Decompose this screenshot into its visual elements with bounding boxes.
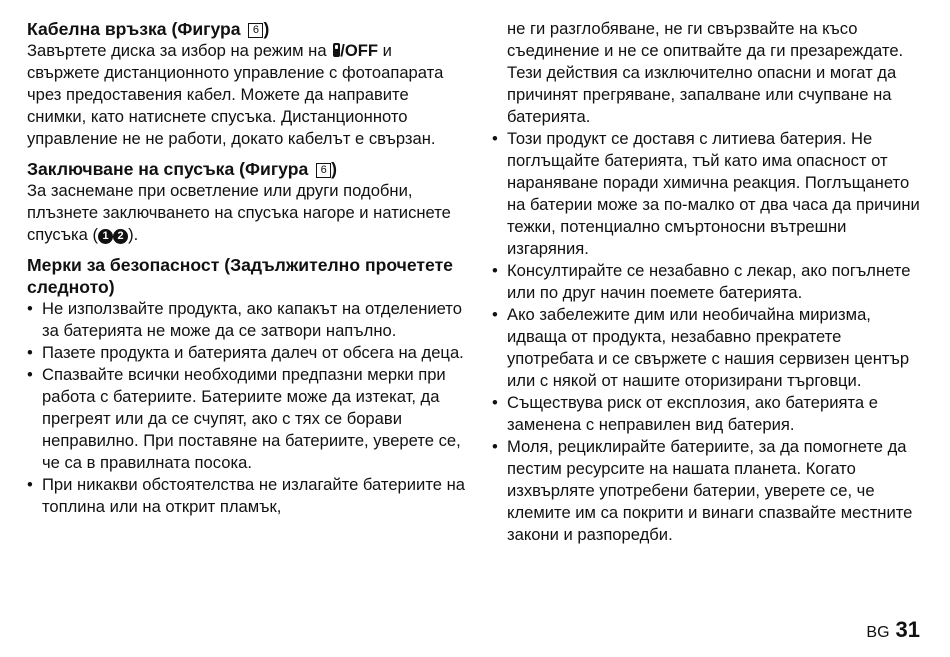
right-column	[492, 18, 932, 546]
page-number: 31	[895, 617, 920, 642]
figure-ref-box: 6	[316, 163, 331, 178]
safety-heading: Мерки за безопасност (Задължително прочетете следното)	[27, 255, 453, 297]
mode-label: /OFF	[340, 41, 378, 60]
step-2-icon: 2	[113, 229, 128, 244]
shutter-lock-body: За заснемане при осветление или други подобни, плъзнете заключването на спусъка нагоре и натиснете спусъка ( 1 2 ).	[27, 181, 451, 244]
cable-release-heading: Кабелна връзка (Фигура 6 )	[27, 19, 270, 39]
list-item: • Консултирайте се незабавно с лекар, ако погълнете или по друг начин поемете батерията.	[492, 260, 932, 304]
list-item: • Спазвайте всички необходими предпазни мерки при работа с батериите. Батериите може да изтекат, да прегреят или да се счупят, ако с тях се борави неправилно. При поставяне на батериите, уверете се, че са в правилната посока.	[27, 364, 467, 474]
safety-list	[27, 298, 467, 518]
list-item: • Не използвайте продукта, ако капакът на отделението за батерията не може да се затвори напълно.	[27, 298, 467, 342]
shutter-lock-heading: Заключване на спусъка (Фигура 6 )	[27, 159, 338, 179]
step-1-icon: 1	[98, 229, 113, 244]
list-item: • Моля, рециклирайте батериите, за да помогнете да пестим ресурсите на нашата планета. Когато изхвърляте употребени батерии, уверете се, че клемите им са покрити и винаги спазвайте местните закони и разпоредби.	[492, 436, 932, 546]
remote-mode-icon	[333, 43, 340, 57]
language-code: BG	[866, 624, 890, 641]
list-item: • Съществува риск от експлозия, ако батерията е заменена с неправилен вид батерия.	[492, 392, 932, 436]
page-footer	[866, 618, 920, 645]
continued-text: не ги разглобяване, не ги свързвайте на късо съединение и не се опитвайте да ги презареждате. Тези действия са изключително опасни и могат да причинят прегряване, запалване или счупване на батерията.	[507, 19, 904, 126]
list-item: • Този продукт се доставя с литиева батерия. Не поглъщайте батерията, тъй като има опасност от нараняване поради химична реакция. Поглъщането на батерии може за по-малко от два часа да причини тежки, потенциално смъртоносни вътрешни изгаряния.	[492, 128, 932, 260]
list-item: • Пазете продукта и батерията далеч от обсега на деца.	[27, 342, 467, 364]
cable-release-body: Завъртете диска за избор на режим на /OFF и свържете дистанционното управление с фотоапарата чрез предоставения кабел. Можете да направите снимки, като натиснете спусъка. Дистанционното управление не не работи, докато кабелът е свързан.	[27, 41, 444, 148]
left-column	[27, 18, 467, 518]
figure-ref-box: 6	[248, 23, 263, 38]
safety-list-continued	[492, 128, 932, 546]
list-item: • Ако забележите дим или необичайна миризма, идваща от продукта, незабавно прекратете употребата и се свържете с нашия сервизен център или с някой от нашите оторизирани търговци.	[492, 304, 932, 392]
list-item: • При никакви обстоятелства не излагайте батериите на топлина или на открит пламък,	[27, 474, 467, 518]
